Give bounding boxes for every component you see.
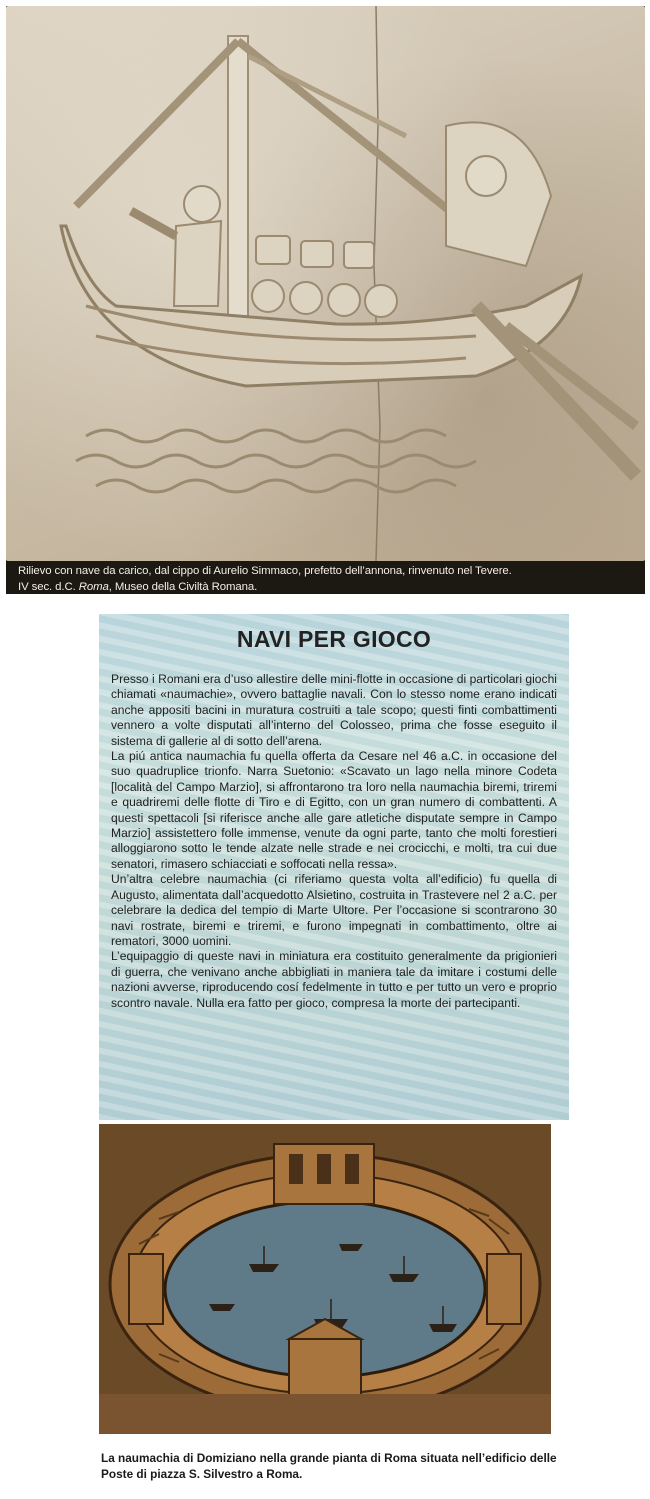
- relief-caption-line2: IV sec. d.C. Roma, Museo della Civiltà Romana.: [18, 581, 258, 593]
- ship-relief-illustration: [6, 6, 645, 561]
- relief-caption: [18, 563, 638, 594]
- article-title: NAVI PER GIOCO: [236, 626, 432, 652]
- article-box: [99, 614, 569, 1120]
- article-paragraph: La piú antica naumachia fu quella offerta da Cesare nel 46 a.C. in occasione del suo quadruplice trionfo. Narra Suetonio: «Scavato un lago nella minore Codeta [località del Campo Marzio], si affrontarono tra loro nella naumachia biremi, triremi e quadriremi delle flotte di Tiro e di Egitto, con un gran numero di combattenti. A questi spettacoli [si riferisce anche alle gare atletiche disputate sempre in Campo Marzio] assistettero folle immense, venute da ogni parte, tanto che molti forestieri alloggiarono sotto le tende alzate nelle strade e nei crocicchi, e molti, tra cui due senatori, rimasero schiacciati e soffocati nella ressa».: [111, 749, 557, 871]
- relief-stone-image: [6, 6, 645, 561]
- article-paragraph: Un’altra celebre naumachia (ci riferiamo questa volta all’edificio) fu quella di Augusto, alimentata dall’acquedotto Alsietino, costruita in Trastevere nel 2 a.C. per celebrare la dedica del tempio di Marte Ultore. Per l’occasione si scontrarono 30 navi rostrate, biremi e triremi, e furono impegnati in combattimento, oltre ai rematori, 3000 uomini.: [111, 872, 557, 948]
- relief-photo: [6, 6, 645, 594]
- article-paragraph: Presso i Romani era d’uso allestire delle mini-flotte in occasione di particolari giochi chiamati «naumachie», ovvero battaglie navali. Con lo stesso nome erano indicati anche appositi bacini in muratura costruiti a tale scopo; questi finti combattimenti vennero a volte disputati all’interno del Colosseo, prima che fosse eseguito il sistema di gallerie al di sotto dell’arena.: [111, 672, 557, 748]
- article-paragraph: L’equipaggio di queste navi in miniatura era costituito generalmente da prigionieri di guerra, che venivano anche abbigliati in maniera tale da imitare i costumi delle nazioni avverse, riproducendo cosí fedelmente in tutto e per tutto un vero e proprio scontro navale. Nulla era fatto per gioco, compresa la morte dei partecipanti.: [111, 949, 557, 1010]
- mosaic-caption: La naumachia di Domiziano nella grande pianta di Roma situata nell’edificio delle Poste di piazza S. Silvestro a Roma.: [101, 1451, 557, 1481]
- article-body: [111, 672, 557, 1011]
- relief-caption-line1: Rilievo con nave da carico, dal cippo di Aurelio Simmaco, prefetto dell’annona, rinvenuto nel Tevere.: [18, 565, 512, 577]
- naumachia-mosaic-image: [99, 1124, 551, 1434]
- naumachia-illustration: [99, 1124, 551, 1434]
